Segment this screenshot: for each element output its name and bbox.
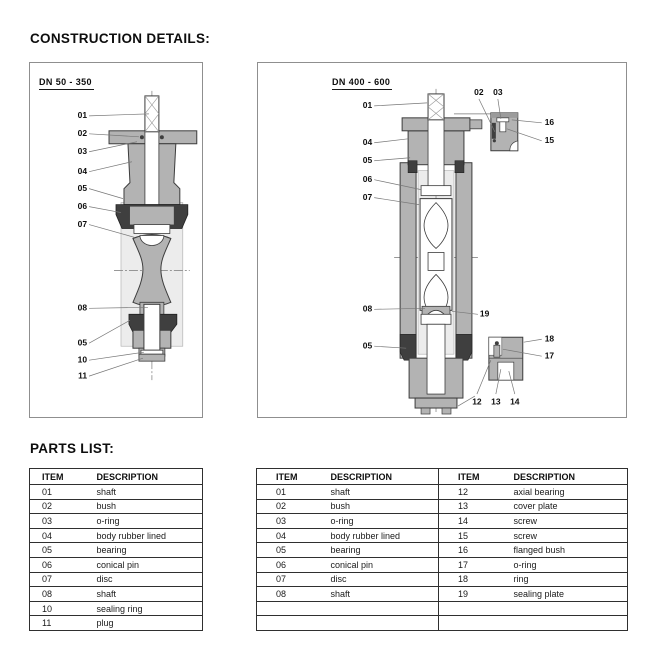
- description-cell: sealing plate: [506, 587, 628, 602]
- callout-12: 12: [472, 396, 482, 407]
- item-cell: [257, 616, 323, 631]
- item-cell: 02: [257, 499, 323, 514]
- description-cell: sealing ring: [89, 601, 203, 616]
- callout-05b: 05: [77, 337, 88, 348]
- callout-05b: 05: [362, 340, 373, 351]
- item-cell: [439, 616, 506, 631]
- item-cell: 11: [30, 616, 89, 631]
- dn-range-label: DN 50 - 350: [39, 77, 94, 90]
- item-cell: 18: [439, 572, 506, 587]
- callout-05: 05: [362, 154, 373, 165]
- description-cell: flanged bush: [506, 543, 628, 558]
- callout-15: 15: [544, 135, 555, 146]
- callout-05: 05: [77, 182, 88, 193]
- description-cell: [506, 616, 628, 631]
- table-row: [30, 616, 203, 631]
- callout-04: 04: [77, 165, 88, 176]
- valve-cross-section-dn50-350: [30, 63, 204, 419]
- item-cell: 12: [439, 485, 506, 500]
- callout-08: 08: [77, 302, 88, 313]
- callout-06: 06: [362, 173, 373, 184]
- table-row: [30, 528, 203, 543]
- description-cell: [323, 601, 439, 616]
- table-row: [257, 528, 628, 543]
- callout-14: 14: [510, 396, 520, 407]
- table-row: [30, 485, 203, 500]
- item-cell: 14: [439, 514, 506, 529]
- top-bearing-detail: [491, 113, 518, 151]
- item-cell: 08: [257, 587, 323, 602]
- dn-range-label: DN 400 - 600: [332, 77, 392, 90]
- sealing-plate: [421, 314, 451, 324]
- table-row: [257, 499, 628, 514]
- description-cell: bush: [89, 499, 203, 514]
- description-cell: bearing: [89, 543, 203, 558]
- callout-02: 02: [474, 87, 484, 98]
- description-cell: conical pin: [89, 557, 203, 572]
- description-cell: o-ring: [506, 557, 628, 572]
- table-row: [30, 499, 203, 514]
- callout-02: 02: [77, 128, 88, 139]
- description-cell: conical pin: [323, 557, 439, 572]
- diagram-box-dn50-350: [29, 62, 203, 418]
- description-cell: bush: [323, 499, 439, 514]
- parts-table-dn400-600: [256, 468, 628, 631]
- description-cell: [323, 616, 439, 631]
- description-cell: shaft: [323, 587, 439, 602]
- valve-disc: [420, 199, 452, 321]
- construction-details-title: CONSTRUCTION DETAILS:: [30, 31, 211, 46]
- conical-pin-collar: [421, 186, 451, 196]
- description-cell: screw: [506, 514, 628, 529]
- table-row: [30, 557, 203, 572]
- description-cell: shaft: [89, 485, 203, 500]
- table-row: [257, 616, 628, 631]
- item-cell: 03: [30, 514, 89, 529]
- table-row: [30, 587, 203, 602]
- callout-18: 18: [544, 333, 555, 344]
- item-header: ITEM: [439, 469, 506, 485]
- description-cell: body rubber lined: [89, 528, 203, 543]
- table-row: [257, 485, 628, 500]
- description-cell: o-ring: [89, 514, 203, 529]
- item-cell: [439, 601, 506, 616]
- sealing-ring: [141, 350, 163, 354]
- item-cell: 10: [30, 601, 89, 616]
- item-header: ITEM: [276, 471, 298, 482]
- description-cell: axial bearing: [506, 485, 628, 500]
- callout-07: 07: [77, 218, 88, 229]
- item-cell: 05: [257, 543, 323, 558]
- description-cell: shaft: [89, 587, 203, 602]
- item-cell: 07: [257, 572, 323, 587]
- table-row: [257, 543, 628, 558]
- diagram-box-dn400-600: [257, 62, 627, 418]
- valve-cross-section-dn400-600: [258, 63, 628, 419]
- item-cell: 07: [30, 572, 89, 587]
- description-cell: [506, 601, 628, 616]
- item-cell: 06: [257, 557, 323, 572]
- table-header-row: [30, 469, 203, 485]
- description-cell: disc: [89, 572, 203, 587]
- description-header: DESCRIPTION: [96, 471, 159, 482]
- valve-body: [109, 131, 197, 205]
- item-cell: 17: [439, 557, 506, 572]
- description-header: DESCRIPTION: [513, 471, 576, 482]
- item-cell: [257, 601, 323, 616]
- table-row: [30, 601, 203, 616]
- callout-19: 19: [479, 308, 490, 319]
- table-row: [257, 601, 628, 616]
- item-cell: 03: [257, 514, 323, 529]
- description-cell: plug: [89, 616, 203, 631]
- upper-shaft: [428, 94, 444, 120]
- callout-01: 01: [77, 110, 88, 121]
- item-cell: 13: [439, 499, 506, 514]
- description-cell: o-ring: [323, 514, 439, 529]
- item-cell: 05: [30, 543, 89, 558]
- table-header-row: [257, 469, 628, 485]
- lower-shaft: [144, 304, 160, 350]
- item-cell: 06: [30, 557, 89, 572]
- item-cell: 01: [257, 485, 323, 500]
- callout-07: 07: [362, 191, 373, 202]
- lower-bonnet: [409, 324, 463, 414]
- item-cell: 04: [257, 528, 323, 543]
- item-cell: 02: [30, 499, 89, 514]
- callout-10: 10: [77, 354, 88, 365]
- callout-17: 17: [544, 350, 555, 361]
- table-row: [257, 587, 628, 602]
- item-cell: 01: [30, 485, 89, 500]
- item-cell: 16: [439, 543, 506, 558]
- description-cell: cover plate: [506, 499, 628, 514]
- item-cell: 15: [439, 528, 506, 543]
- description-cell: screw: [506, 528, 628, 543]
- callout-03: 03: [493, 87, 503, 98]
- callout-11: 11: [78, 370, 88, 381]
- callout-03: 03: [77, 145, 88, 156]
- description-cell: disc: [323, 572, 439, 587]
- callout-08: 08: [362, 303, 373, 314]
- item-header: ITEM: [42, 471, 64, 482]
- table-row: [30, 543, 203, 558]
- description-cell: bearing: [323, 543, 439, 558]
- table-row: [257, 514, 628, 529]
- callout-06: 06: [77, 200, 88, 211]
- callout-04: 04: [362, 137, 373, 148]
- callout-16: 16: [544, 117, 555, 128]
- plug: [139, 354, 165, 361]
- description-cell: ring: [506, 572, 628, 587]
- item-cell: 04: [30, 528, 89, 543]
- item-cell: 08: [30, 587, 89, 602]
- description-cell: body rubber lined: [323, 528, 439, 543]
- table-row: [257, 572, 628, 587]
- description-header: DESCRIPTION: [330, 471, 393, 482]
- callout-01: 01: [362, 100, 373, 111]
- description-cell: shaft: [323, 485, 439, 500]
- parts-table-dn50-350: [29, 468, 203, 631]
- shaft-channel: [428, 118, 444, 196]
- bottom-bearing-detail: [489, 337, 523, 380]
- table-row: [30, 572, 203, 587]
- callout-13: 13: [491, 396, 501, 407]
- table-row: [30, 514, 203, 529]
- item-cell: 19: [439, 587, 506, 602]
- parts-list-title: PARTS LIST:: [30, 441, 115, 456]
- table-row: [257, 557, 628, 572]
- callout-labels: [78, 110, 88, 380]
